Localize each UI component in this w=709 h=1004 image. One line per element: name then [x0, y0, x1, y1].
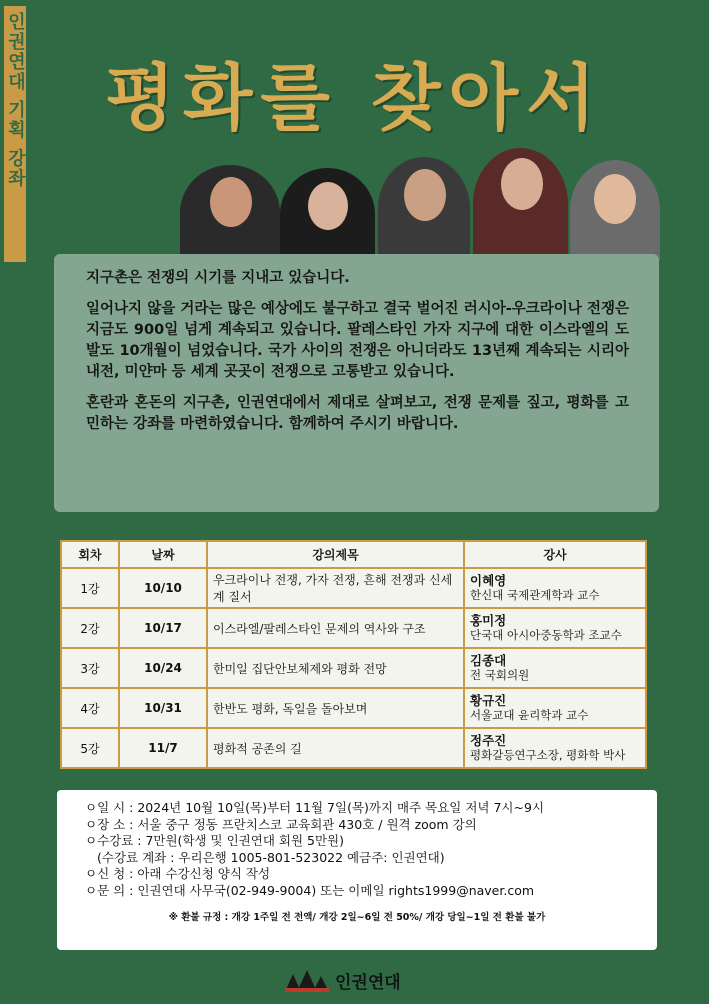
- refund-policy: ※ 환불 규정 : 개강 1주일 전 전액/ 개강 2일~6일 전 50%/ 개강 당일~1일 전 환불 불가: [168, 912, 546, 923]
- lecturer-affiliation: 전 국회의원: [470, 668, 530, 682]
- logo-text: 인권연대: [335, 972, 401, 993]
- speaker-photo-1: [180, 165, 280, 260]
- session-date: 10/24: [119, 648, 207, 688]
- session-no: 2강: [61, 608, 119, 648]
- info-apply: ㅇ신 청 : 아래 수강신청 양식 작성: [85, 866, 271, 881]
- info-schedule: ㅇ일 시 : 2024년 10월 10일(목)부터 11월 7일(목)까지 매주 목요일 저녁 7시~9시: [85, 800, 545, 815]
- table-row: [61, 688, 646, 728]
- lecturer-affiliation: 평화갈등연구소장, 평화학 박사: [470, 748, 626, 762]
- poster-title: 평화를 찾아서: [105, 55, 604, 140]
- session-lecturer: [464, 608, 646, 648]
- info-fee: ㅇ수강료 : 7만원(학생 및 인권연대 회원 5만원): [85, 833, 344, 848]
- intro-paragraph-3: 혼란과 혼돈의 지구촌, 인권연대에서 제대로 살펴보고, 전쟁 문제를 짚고, 평화를 고민하는 강좌를 마련하였습니다. 함께하여 주시기 바랍니다.: [86, 395, 629, 432]
- table-row: [61, 568, 646, 608]
- session-date: 10/31: [119, 688, 207, 728]
- session-title: 평화적 공존의 길: [207, 728, 464, 768]
- table-header-row: [61, 541, 646, 568]
- lecturer-name: 홍미정: [470, 613, 507, 628]
- header-lecturer: 강사: [464, 541, 646, 568]
- session-no: 5강: [61, 728, 119, 768]
- header-date: 날짜: [119, 541, 207, 568]
- intro-paragraph-2: 일어나지 않을 거라는 많은 예상에도 불구하고 결국 벌어진 러시아-우크라이나 전쟁은 지금도 900일 넘게 계속되고 있습니다. 팔레스타인 가자 지구에 대한 이스라엘의 도발도 10개월이 넘었습니다. 국가 사이의 전쟁은 아니더라도 13년째 계속되는 시리아 내전, 미얀마 등 세계 곳곳이 전쟁으로 고통받고 있습니다.: [86, 301, 629, 380]
- header-no: 회차: [61, 541, 119, 568]
- info-place: ㅇ장 소 : 서울 중구 정동 프란치스코 교육회관 430호 / 원격 zoom 강의: [85, 816, 477, 832]
- info-contact: ㅇ문 의 : 인권연대 사무국(02-949-9004) 또는 이메일 rights1999@naver.com: [85, 882, 535, 898]
- table-row: [61, 608, 646, 648]
- session-date: 11/7: [119, 728, 207, 768]
- schedule-table: [60, 540, 647, 769]
- session-no: 4강: [61, 688, 119, 728]
- header-title: 강의제목: [207, 541, 464, 568]
- lecturer-name: 이혜영: [470, 573, 507, 588]
- session-date: 10/10: [119, 568, 207, 608]
- session-title: 한미일 집단안보체제와 평화 전망: [207, 648, 464, 688]
- lecturer-affiliation: 한신대 국제관계학과 교수: [470, 588, 600, 602]
- intro-box: [54, 254, 659, 512]
- session-lecturer: [464, 648, 646, 688]
- org-logo: [285, 966, 401, 994]
- logo-icon: [285, 968, 329, 992]
- speaker-photo-5: [570, 160, 660, 260]
- lecturer-name: 정주진: [470, 733, 507, 748]
- lecturer-name: 김종대: [470, 653, 507, 668]
- lecturer-affiliation: 서울교대 윤리학과 교수: [470, 708, 589, 722]
- lecturer-affiliation: 단국대 아시아중동학과 조교수: [470, 628, 622, 642]
- session-no: 1강: [61, 568, 119, 608]
- session-no: 3강: [61, 648, 119, 688]
- session-title: 우크라이나 전쟁, 가자 전쟁, 흔해 전쟁과 신세계 질서: [207, 568, 464, 608]
- side-label: 인권연대 기획 강좌: [4, 6, 26, 262]
- session-title: 한반도 평화, 독일을 돌아보며: [207, 688, 464, 728]
- table-row: [61, 728, 646, 768]
- session-lecturer: [464, 568, 646, 608]
- speaker-photo-3: [378, 157, 470, 260]
- session-lecturer: [464, 728, 646, 768]
- table-row: [61, 648, 646, 688]
- speaker-photo-4: [473, 148, 568, 260]
- speaker-photo-2: [280, 168, 375, 260]
- session-title: 이스라엘/팔레스타인 문제의 역사와 구조: [207, 608, 464, 648]
- intro-paragraph-1: 지구촌은 전쟁의 시기를 지내고 있습니다.: [86, 270, 350, 286]
- session-lecturer: [464, 688, 646, 728]
- lecturer-name: 황규진: [470, 693, 507, 708]
- speaker-photos: [180, 145, 660, 260]
- session-date: 10/17: [119, 608, 207, 648]
- info-account: (수강료 계좌 : 우리은행 1005-801-523022 예금주: 인권연대): [97, 849, 445, 865]
- info-box: [57, 790, 657, 950]
